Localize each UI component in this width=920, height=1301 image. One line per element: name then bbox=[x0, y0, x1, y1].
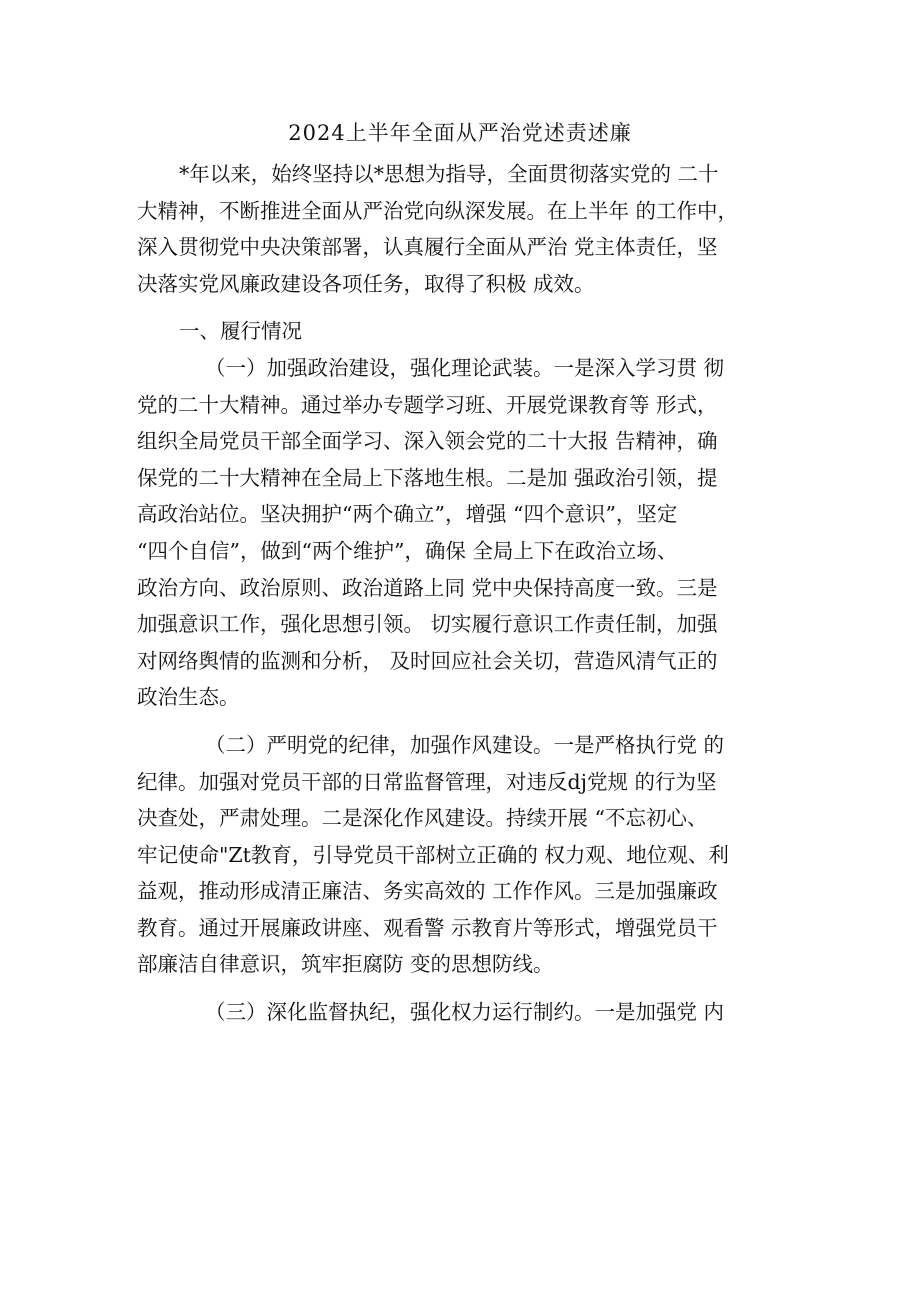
text-line: 牢记使命"Zt教育，引导党员干部树立正确的 权力观、地位观、利 bbox=[137, 842, 729, 867]
text-line: 高政治站位。坚决拥护“两个确立”，增强 “四个意识”，坚定 bbox=[137, 502, 678, 527]
text-line: 决落实党风廉政建设各项任务，取得了积极 成效。 bbox=[137, 271, 595, 296]
text-line: 教育。通过开展廉政讲座、观看警 示教育片等形式，增强党员干 bbox=[137, 915, 718, 940]
text-line: 加强意识工作，强化思想引领。 切实履行意识工作责任制，加强 bbox=[137, 612, 718, 637]
text-line: 纪律。加强对党员干部的日常监督管理，对违反dj党规 的行为坚 bbox=[137, 769, 717, 794]
text-line: *年以来，始终坚持以*思想为指导，全面贯彻落实党的 二十 bbox=[179, 162, 719, 186]
text-line: 大精神，不断推进全面从严治党向纵深发展。在上半年 的工作中， bbox=[137, 198, 739, 223]
text-line: 保党的二十大精神在全局上下落地生根。二是加 强政治引领，提 bbox=[137, 465, 718, 490]
document-title: 2024上半年全面从严治党述责述廉 bbox=[288, 121, 632, 145]
text-line: 益观，推动形成清正廉洁、务实高效的 工作作风。三是加强廉政 bbox=[137, 879, 718, 904]
text-line: 政治生态。 bbox=[137, 685, 240, 710]
paragraph-gap bbox=[137, 302, 793, 313]
section-heading: 一、履行情况 bbox=[179, 319, 302, 344]
paragraph-gap bbox=[137, 983, 793, 994]
paragraph-gap bbox=[137, 716, 793, 727]
text-line: 对网络舆情的监测和分析， 及时回应社会关切，营造风清气正的 bbox=[137, 648, 718, 673]
text-line: 政治方向、政治原则、政治道路上同 党中央保持高度一致。三是 bbox=[137, 575, 718, 600]
text-line: （三）深化监督执纪，强化权力运行制约。一是加强党 内 bbox=[205, 1000, 725, 1025]
text-line: 决查处，严肃处理。二是深化作风建设。持续开展 “不忘初心、 bbox=[137, 806, 708, 831]
document-body bbox=[137, 156, 793, 1031]
text-line: （一）加强政治建设，强化理论武装。一是深入学习贯 彻 bbox=[205, 355, 725, 380]
text-line: 组织全局党员干部全面学习、深入领会党的二十大报 告精神，确 bbox=[137, 429, 718, 454]
text-line: “四个自信”，做到“两个维护”，确保 全局上下在政治立场、 bbox=[137, 538, 678, 563]
text-line: 部廉洁自律意识，筑牢拒腐防 变的思想防线。 bbox=[137, 952, 554, 977]
text-line: （二）严明党的纪律，加强作风建设。一是严格执行党 的 bbox=[205, 732, 725, 757]
text-line: 党的二十大精神。通过举办专题学习班、开展党课教育等 形式， bbox=[137, 392, 718, 417]
text-line: 深入贯彻党中央决策部署，认真履行全面从严治 党主体责任，坚 bbox=[137, 235, 718, 260]
